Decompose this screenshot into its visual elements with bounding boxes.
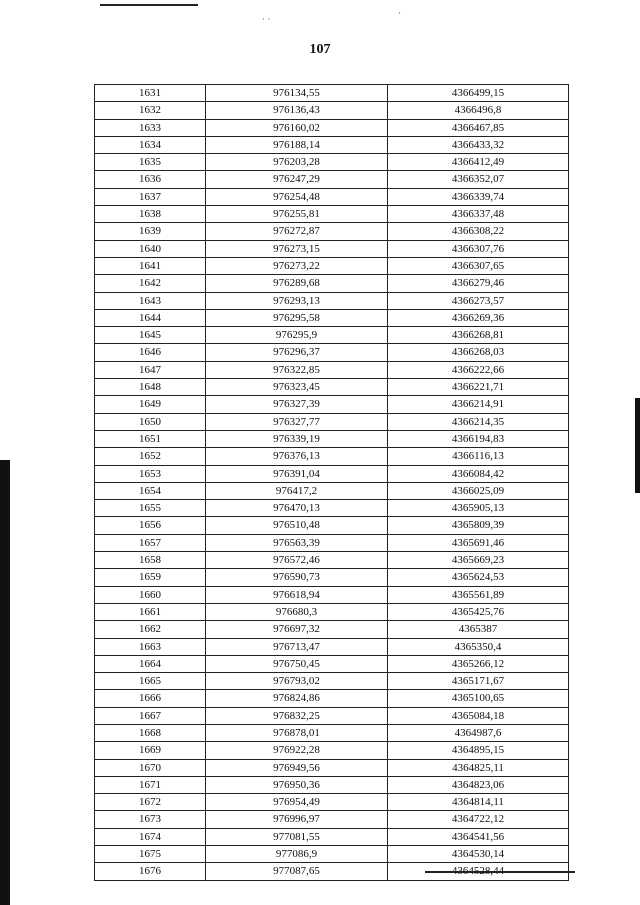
point-number-cell: 1663: [95, 638, 206, 655]
bottom-rule-line: [425, 871, 575, 873]
point-number-cell: 1660: [95, 586, 206, 603]
table-row: [95, 102, 569, 119]
x-coordinate-cell: 976203,28: [206, 154, 388, 171]
x-coordinate-cell: 976289,68: [206, 275, 388, 292]
point-number-cell: 1652: [95, 448, 206, 465]
point-number-cell: 1670: [95, 759, 206, 776]
table-row: [95, 811, 569, 828]
coordinates-table: [94, 84, 569, 881]
point-number-cell: 1651: [95, 430, 206, 447]
point-number-cell: 1653: [95, 465, 206, 482]
point-number-cell: 1650: [95, 413, 206, 430]
y-coordinate-cell: 4366214,35: [388, 413, 569, 430]
table-row: [95, 379, 569, 396]
point-number-cell: 1667: [95, 707, 206, 724]
table-row: [95, 707, 569, 724]
x-coordinate-cell: 976272,87: [206, 223, 388, 240]
table-row: [95, 586, 569, 603]
x-coordinate-cell: 976713,47: [206, 638, 388, 655]
x-coordinate-cell: 976254,48: [206, 188, 388, 205]
y-coordinate-cell: 4364895,15: [388, 742, 569, 759]
x-coordinate-cell: 977087,65: [206, 863, 388, 880]
table-row: [95, 85, 569, 102]
x-coordinate-cell: 976697,32: [206, 621, 388, 638]
y-coordinate-cell: 4364541,56: [388, 828, 569, 845]
y-coordinate-cell: 4366268,81: [388, 327, 569, 344]
point-number-cell: 1642: [95, 275, 206, 292]
point-number-cell: 1635: [95, 154, 206, 171]
y-coordinate-cell: 4366433,32: [388, 136, 569, 153]
x-coordinate-cell: 976327,39: [206, 396, 388, 413]
coordinates-table-body: [95, 85, 569, 881]
point-number-cell: 1668: [95, 724, 206, 741]
x-coordinate-cell: 976273,15: [206, 240, 388, 257]
point-number-cell: 1658: [95, 552, 206, 569]
point-number-cell: 1673: [95, 811, 206, 828]
top-rule-line: [100, 4, 198, 6]
y-coordinate-cell: 4365425,76: [388, 603, 569, 620]
table-row: [95, 517, 569, 534]
point-number-cell: 1655: [95, 500, 206, 517]
y-coordinate-cell: 4366412,49: [388, 154, 569, 171]
y-coordinate-cell: 4364814,11: [388, 794, 569, 811]
table-row: [95, 603, 569, 620]
point-number-cell: 1657: [95, 534, 206, 551]
x-coordinate-cell: 976470,13: [206, 500, 388, 517]
table-row: [95, 846, 569, 863]
table-row: [95, 327, 569, 344]
point-number-cell: 1644: [95, 309, 206, 326]
point-number-cell: 1647: [95, 361, 206, 378]
x-coordinate-cell: 976327,77: [206, 413, 388, 430]
table-row: [95, 448, 569, 465]
x-coordinate-cell: 976322,85: [206, 361, 388, 378]
x-coordinate-cell: 976339,19: [206, 430, 388, 447]
table-row: [95, 465, 569, 482]
y-coordinate-cell: 4365905,13: [388, 500, 569, 517]
y-coordinate-cell: 4365691,46: [388, 534, 569, 551]
table-row: [95, 206, 569, 223]
point-number-cell: 1659: [95, 569, 206, 586]
y-coordinate-cell: 4364987,6: [388, 724, 569, 741]
point-number-cell: 1674: [95, 828, 206, 845]
x-coordinate-cell: 976295,58: [206, 309, 388, 326]
y-coordinate-cell: 4365387: [388, 621, 569, 638]
x-coordinate-cell: 976832,25: [206, 707, 388, 724]
table-row: [95, 742, 569, 759]
x-coordinate-cell: 976618,94: [206, 586, 388, 603]
y-coordinate-cell: 4366499,15: [388, 85, 569, 102]
point-number-cell: 1637: [95, 188, 206, 205]
table-row: [95, 240, 569, 257]
scan-margin-left: [0, 460, 10, 905]
y-coordinate-cell: 4366352,07: [388, 171, 569, 188]
x-coordinate-cell: 976376,13: [206, 448, 388, 465]
x-coordinate-cell: 976878,01: [206, 724, 388, 741]
x-coordinate-cell: 976996,97: [206, 811, 388, 828]
y-coordinate-cell: 4364530,14: [388, 846, 569, 863]
y-coordinate-cell: 4364823,06: [388, 776, 569, 793]
table-row: [95, 569, 569, 586]
x-coordinate-cell: 976950,36: [206, 776, 388, 793]
y-coordinate-cell: 4366496,8: [388, 102, 569, 119]
point-number-cell: 1662: [95, 621, 206, 638]
y-coordinate-cell: 4364825,11: [388, 759, 569, 776]
x-coordinate-cell: 976793,02: [206, 673, 388, 690]
y-coordinate-cell: 4365266,12: [388, 655, 569, 672]
table-row: [95, 413, 569, 430]
point-number-cell: 1632: [95, 102, 206, 119]
point-number-cell: 1671: [95, 776, 206, 793]
table-row: [95, 275, 569, 292]
y-coordinate-cell: 4366307,76: [388, 240, 569, 257]
table-row: [95, 154, 569, 171]
scan-speck: ·: [398, 8, 401, 18]
x-coordinate-cell: 976160,02: [206, 119, 388, 136]
x-coordinate-cell: 976572,46: [206, 552, 388, 569]
table-row: [95, 621, 569, 638]
x-coordinate-cell: 976273,22: [206, 257, 388, 274]
x-coordinate-cell: 976247,29: [206, 171, 388, 188]
point-number-cell: 1666: [95, 690, 206, 707]
table-row: [95, 309, 569, 326]
table-row: [95, 655, 569, 672]
x-coordinate-cell: 976323,45: [206, 379, 388, 396]
table-row: [95, 136, 569, 153]
point-number-cell: 1646: [95, 344, 206, 361]
x-coordinate-cell: 976954,49: [206, 794, 388, 811]
x-coordinate-cell: 977086,9: [206, 846, 388, 863]
x-coordinate-cell: 976188,14: [206, 136, 388, 153]
point-number-cell: 1633: [95, 119, 206, 136]
table-row: [95, 690, 569, 707]
table-row: [95, 552, 569, 569]
y-coordinate-cell: 4366308,22: [388, 223, 569, 240]
x-coordinate-cell: 976134,55: [206, 85, 388, 102]
table-row: [95, 361, 569, 378]
point-number-cell: 1669: [95, 742, 206, 759]
table-row: [95, 534, 569, 551]
point-number-cell: 1643: [95, 292, 206, 309]
table-row: [95, 171, 569, 188]
point-number-cell: 1665: [95, 673, 206, 690]
x-coordinate-cell: 976296,37: [206, 344, 388, 361]
y-coordinate-cell: 4365669,23: [388, 552, 569, 569]
y-coordinate-cell: 4365350,4: [388, 638, 569, 655]
point-number-cell: 1641: [95, 257, 206, 274]
y-coordinate-cell: 4366221,71: [388, 379, 569, 396]
table-row: [95, 396, 569, 413]
y-coordinate-cell: 4366467,85: [388, 119, 569, 136]
x-coordinate-cell: 976750,45: [206, 655, 388, 672]
x-coordinate-cell: 976824,86: [206, 690, 388, 707]
table-row: [95, 759, 569, 776]
table-row: [95, 188, 569, 205]
point-number-cell: 1640: [95, 240, 206, 257]
y-coordinate-cell: 4366273,57: [388, 292, 569, 309]
y-coordinate-cell: 4366268,03: [388, 344, 569, 361]
y-coordinate-cell: 4366279,46: [388, 275, 569, 292]
table-row: [95, 638, 569, 655]
x-coordinate-cell: 976922,28: [206, 742, 388, 759]
point-number-cell: 1672: [95, 794, 206, 811]
y-coordinate-cell: 4365561,89: [388, 586, 569, 603]
table-row: [95, 500, 569, 517]
scan-speck: · ·: [262, 14, 271, 24]
x-coordinate-cell: 976680,3: [206, 603, 388, 620]
point-number-cell: 1654: [95, 482, 206, 499]
point-number-cell: 1676: [95, 863, 206, 880]
y-coordinate-cell: 4366116,13: [388, 448, 569, 465]
point-number-cell: 1656: [95, 517, 206, 534]
y-coordinate-cell: 4366339,74: [388, 188, 569, 205]
x-coordinate-cell: 976590,73: [206, 569, 388, 586]
point-number-cell: 1645: [95, 327, 206, 344]
x-coordinate-cell: 976417,2: [206, 482, 388, 499]
y-coordinate-cell: 4366214,91: [388, 396, 569, 413]
y-coordinate-cell: 4366307,65: [388, 257, 569, 274]
point-number-cell: 1648: [95, 379, 206, 396]
point-number-cell: 1661: [95, 603, 206, 620]
point-number-cell: 1634: [95, 136, 206, 153]
x-coordinate-cell: 976949,56: [206, 759, 388, 776]
x-coordinate-cell: 976255,81: [206, 206, 388, 223]
table-row: [95, 119, 569, 136]
table-row: [95, 673, 569, 690]
y-coordinate-cell: 4365809,39: [388, 517, 569, 534]
x-coordinate-cell: 976295,9: [206, 327, 388, 344]
y-coordinate-cell: 4366337,48: [388, 206, 569, 223]
y-coordinate-cell: 4366194,83: [388, 430, 569, 447]
x-coordinate-cell: 977081,55: [206, 828, 388, 845]
point-number-cell: 1631: [95, 85, 206, 102]
y-coordinate-cell: 4366269,36: [388, 309, 569, 326]
x-coordinate-cell: 976293,13: [206, 292, 388, 309]
table-row: [95, 828, 569, 845]
page-number: 107: [309, 42, 331, 57]
point-number-cell: 1636: [95, 171, 206, 188]
table-row: [95, 292, 569, 309]
scan-margin-right: [635, 398, 640, 493]
table-row: [95, 430, 569, 447]
y-coordinate-cell: 4365100,65: [388, 690, 569, 707]
y-coordinate-cell: 4365171,67: [388, 673, 569, 690]
y-coordinate-cell: 4366222,66: [388, 361, 569, 378]
table-row: [95, 794, 569, 811]
y-coordinate-cell: 4366084,42: [388, 465, 569, 482]
point-number-cell: 1649: [95, 396, 206, 413]
table-row: [95, 223, 569, 240]
table-row: [95, 482, 569, 499]
table-row: [95, 257, 569, 274]
x-coordinate-cell: 976563,39: [206, 534, 388, 551]
table-row: [95, 724, 569, 741]
x-coordinate-cell: 976136,43: [206, 102, 388, 119]
y-coordinate-cell: 4366025,09: [388, 482, 569, 499]
point-number-cell: 1675: [95, 846, 206, 863]
y-coordinate-cell: 4364722,12: [388, 811, 569, 828]
point-number-cell: 1639: [95, 223, 206, 240]
y-coordinate-cell: 4365624,53: [388, 569, 569, 586]
table-row: [95, 344, 569, 361]
point-number-cell: 1664: [95, 655, 206, 672]
x-coordinate-cell: 976391,04: [206, 465, 388, 482]
y-coordinate-cell: 4365084,18: [388, 707, 569, 724]
table-row: [95, 776, 569, 793]
point-number-cell: 1638: [95, 206, 206, 223]
x-coordinate-cell: 976510,48: [206, 517, 388, 534]
